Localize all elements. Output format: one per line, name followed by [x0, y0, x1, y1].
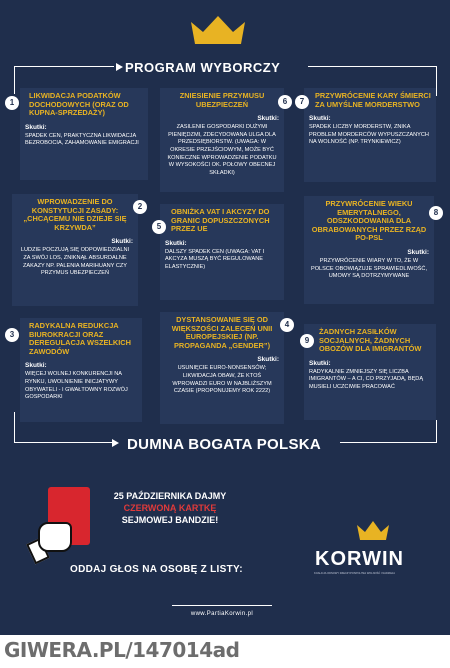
- slogan: DUMNA BOGATA POLSKA: [127, 436, 322, 453]
- item-title: ZNIESIENIE PRZYMUSU UBEZPIECZEŃ: [179, 91, 265, 109]
- item-number: 3: [5, 328, 19, 342]
- item-skutki-label: Skutki:: [407, 248, 429, 256]
- item-number: 6: [278, 95, 292, 109]
- program-item-4: [160, 312, 284, 424]
- item-title: PRZYWRÓCENIE WIEKU EMERYTALNEGO, ODSZKODOWANIA DLA OBRABOWANYCH PRZEZ RZĄD PO-PSL: [311, 199, 427, 243]
- item-skutki-label: Skutki:: [25, 362, 47, 370]
- item-number: 2: [133, 200, 147, 214]
- flow-line: [14, 66, 15, 94]
- arrow-icon: [112, 439, 119, 447]
- brand-logo: KORWIN: [315, 548, 404, 570]
- program-item-7: [304, 88, 436, 182]
- program-item-5: [160, 204, 284, 300]
- flow-line: [308, 66, 436, 67]
- item-text: DALSZY SPADEK CEN (UWAGA: VAT I AKCYZA MUSZĄ BYĆ REGULOWANE ELASTYCZNIE): [165, 248, 265, 270]
- item-skutki-label: Skutki:: [257, 115, 279, 123]
- item-skutki-label: Skutki:: [309, 359, 331, 367]
- crown-icon: [187, 14, 249, 48]
- program-item-8: [304, 196, 434, 304]
- item-text: ZASILENIE GOSPODARKI DUŻYMI PIENIĘDZMI, ZDECYDOWANA ULGA DLA PRZEDSIĘBIORSTW. (UWAGA: W OKRESIE PRZEJŚCIOWYM, MOŻE BYĆ KONIECZNE WPROWADZENIE PODATKU W WYSOKOŚCI OK. POŁOWY OBECNEJ SKŁADKI): [167, 124, 277, 176]
- flow-line: [340, 442, 436, 443]
- flow-line: [436, 420, 437, 443]
- hand-icon: [38, 522, 72, 552]
- item-title: RADYKALNA REDUKCJA BIUROKRACJI ORAZ DEREGULACJA WSZELKICH ZAWODÓW: [29, 321, 131, 356]
- message-line-3: SEJMOWEJ BANDZIE!: [121, 515, 219, 525]
- item-text: WIĘCEJ WOLNEJ KONKURENCJI NA RYNKU, UWOLNIENIE INICJATYWY OBYWATELI - I GWAŁTOWNY ROZWÓJ GOSPODARKI: [25, 371, 128, 401]
- vote-call: ODDAJ GŁOS NA OSOBĘ Z LISTY:: [70, 564, 243, 575]
- flow-line: [436, 66, 437, 96]
- election-date-message: [100, 490, 240, 526]
- item-title: PRZYWRÓCENIE KARY ŚMIERCI ZA UMYŚLNE MORDERSTWO: [315, 91, 431, 109]
- page-title: PROGRAM WYBORCZY: [125, 60, 281, 75]
- item-text: SPADEK LICZBY MORDERSTW, ZNIKA PROBLEM MORDERCÓW WYPUSZCZANYCH NA WOLNOŚĆ (NP. TRYNKIEWICZ): [309, 124, 429, 146]
- item-number: 1: [5, 96, 19, 110]
- item-text: RADYKALNIE ZMNIEJSZY SIĘ LICZBA IMIGRANTÓW – A CI, CO PRZYJADĄ, BĘDĄ MUSIELI UCZCIWIE PRACOWAĆ: [309, 368, 424, 390]
- message-line-2: CZERWONĄ KARTKĘ: [123, 503, 217, 513]
- program-item-6: [160, 88, 284, 192]
- program-item-9: [304, 324, 436, 420]
- item-text: SPADEK CEN, PRAKTYCZNA LIKWIDACJA BEZROBOCIA, ZAHAMOWANIE EMIGRACJI: [25, 132, 139, 147]
- item-number: 4: [280, 318, 294, 332]
- watermark: GIWERA.PL/147014ad: [4, 638, 240, 662]
- program-item-3: [20, 318, 142, 422]
- divider: [172, 605, 272, 606]
- item-title: WPROWADZENIE DO KONSTYTUCJI ZASADY: „CHCĄCEMU NIE DZIEJE SIĘ KRZYWDA”: [23, 197, 127, 232]
- item-skutki-label: Skutki:: [25, 123, 47, 131]
- item-number: 8: [429, 206, 443, 220]
- item-text: PRZYWRÓCENIE WIARY W TO, ŻE W POLSCE OBOWIĄZUJE SPRAWIEDLIWOŚĆ, UMOWY SĄ DOTRZYMYWANE: [310, 257, 428, 280]
- item-skutki-label: Skutki:: [309, 115, 331, 123]
- item-number: 9: [300, 334, 314, 348]
- item-skutki-label: Skutki:: [165, 239, 187, 247]
- program-item-1: [20, 88, 148, 180]
- arrow-icon: [116, 63, 123, 71]
- item-number: 7: [295, 95, 309, 109]
- item-skutki-label: Skutki:: [111, 238, 133, 246]
- message-line-1: 25 PAŹDZIERNIKA DAJMY: [113, 491, 227, 501]
- item-text: LUDZIE POCZUJĄ SIĘ ODPOWIEDZIALNI ZA SWÓJ LOS, ZNIKNĄŁ ABSURDALNE ZAKAZY NP. PALENIA MARIHUANY CZY PRZYMUS UBEZPIECZEŃ: [20, 247, 130, 277]
- flow-line: [14, 442, 112, 443]
- website-link[interactable]: www.PartiaKorwin.pl: [190, 611, 254, 617]
- flow-line: [14, 66, 114, 67]
- program-item-2: [12, 194, 138, 306]
- item-title: OBNIŻKA VAT I AKCYZY DO GRANIC DOPUSZCZONYCH PRZEZ UE: [171, 207, 270, 234]
- item-title: DYSTANSOWANIE SIĘ OD WIĘKSZOŚCI ZALECEŃ UNII EUROPEJSKIEJ (NP. PROPAGANDA „GENDER”): [171, 315, 273, 350]
- item-title: LIKWIDACJA PODATKÓW DOCHODOWYCH (ORAZ OD KUPNA-SPRZEDAŻY): [29, 91, 129, 118]
- flow-line: [14, 412, 15, 442]
- item-skutki-label: Skutki:: [257, 356, 279, 364]
- item-title: ŻADNYCH ZASIŁKÓW SOCJALNYCH, ŻADNYCH OBOZÓW DLA IMIGRANTÓW: [319, 327, 422, 354]
- brand-subtitle: KOALICJA ODNOWY RZECZYPOSPOLITEJ WOLNOŚĆ I NADZIEJA: [314, 572, 395, 575]
- crown-icon: [355, 520, 391, 542]
- item-text: USUNIĘCIE EURO-NONSENSÓW; LIKWIDACJA OBAW, ŻE KTOŚ WPROWADZI EURO W NAJBLIŻSZYM CZASIE (PROPONUJEMY ROK 2222): [172, 365, 272, 395]
- item-number: 5: [152, 220, 166, 234]
